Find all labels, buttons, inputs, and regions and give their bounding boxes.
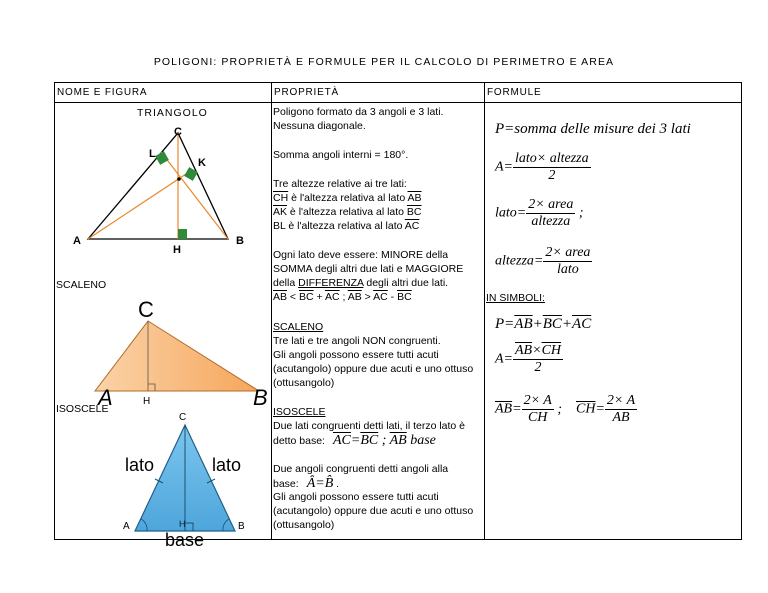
sym-p-bc: $\overline{BC}$: [542, 316, 562, 332]
properties-cell: [272, 103, 485, 540]
sym-ab-num: 2× A: [523, 393, 552, 408]
iso-line-2: [273, 434, 436, 449]
prop-angles: Somma angoli interni = 180°.: [273, 149, 409, 161]
sym-ch-lhs: $\overline{CH}$: [575, 401, 596, 417]
header-properties: PROPRIETÀ: [274, 87, 339, 98]
sym-a-times: ×: [532, 343, 542, 358]
fig1-point-A: A: [73, 235, 81, 247]
prop-rule-1: Ogni lato deve essere: MINORE della: [273, 249, 449, 261]
alt1-text: è l'altezza relativa al lato: [288, 192, 408, 204]
seg-ak: $\overline{AK}$: [273, 206, 288, 218]
seg-ac: $\overline{AC}$: [404, 220, 420, 232]
iso-dot: .: [333, 478, 340, 490]
header-figure: NOME E FIGURA: [57, 87, 148, 98]
symbols-label: IN SIMBOLI:: [486, 292, 545, 304]
header-cell-formulas: [485, 83, 742, 103]
header-cell-figure: [55, 83, 272, 103]
ineq-bc: $\overline{BC}$: [298, 291, 314, 303]
sym-ab-eq: =: [512, 401, 522, 417]
sym-p-plus1: +: [532, 316, 543, 332]
iso-f3: $\overline{AB}$: [389, 433, 407, 448]
rule3-a: della: [273, 277, 299, 289]
fig2-point-C: C: [138, 297, 154, 322]
fig1-point-L: L: [149, 148, 156, 160]
sym-p-ac: $\overline{AC}$: [572, 316, 592, 332]
iso-line-3: Due angoli congruenti detti angoli alla: [273, 463, 449, 475]
fig1-point-C: C: [174, 126, 182, 138]
sym-p-lhs: P=: [495, 316, 515, 332]
header-cell-properties: [272, 83, 485, 103]
formula-sym-ab-ch: [495, 393, 637, 426]
fig3-point-A: A: [123, 521, 130, 532]
formula-area: [495, 151, 591, 184]
scaleno-label: SCALENO: [56, 279, 107, 291]
figure-cell: [55, 103, 272, 549]
iso-line-4-text: base:: [273, 478, 299, 490]
isoscele-label: ISOSCELE: [56, 403, 109, 415]
sym-a-num-ch: $\overline{CH}$: [541, 343, 562, 358]
ineq-ac: $\overline{AC}$: [324, 291, 340, 303]
alt-den: lato: [557, 262, 579, 277]
header-row: [55, 83, 742, 103]
iso-eq: =: [350, 433, 361, 448]
alt2-text: è l'altezza relativa al lato: [287, 206, 407, 218]
fig1-point-K: K: [198, 157, 206, 169]
triangle-title: TRIANGOLO: [137, 107, 208, 119]
prop-diagonal: Nessuna diagonale.: [273, 120, 366, 132]
fig2-point-H: H: [143, 396, 151, 405]
area-den: 2: [548, 168, 556, 183]
lato-den: altezza: [531, 214, 571, 229]
formulas-cell: [485, 103, 742, 540]
prop-heights: Tre altezze relative ai tre lati:: [273, 178, 407, 190]
lato-num: 2× area: [528, 197, 574, 212]
iso-f2: $\overline{BC}$: [360, 433, 379, 448]
ineq-minus: -: [387, 291, 398, 303]
iso-line-1: Due lati congruenti detti lati, il terzo lato è: [273, 420, 466, 432]
iso-line-5: Gli angoli possono essere tutti acuti: [273, 491, 439, 503]
rule3-c: degli altri due lati.: [363, 277, 449, 289]
formula-lato: [495, 197, 584, 230]
formula-altezza: [495, 245, 592, 278]
fig3-point-H: H: [179, 519, 186, 529]
sym-a-den: 2: [534, 360, 542, 375]
prop-rule-3: [273, 277, 448, 291]
iso-line-2-text: detto base:: [273, 435, 325, 447]
iso-base: base: [406, 433, 436, 448]
formula-sym-perimeter: [495, 316, 591, 333]
scaleno-line-3: (acutangolo) oppure due acuti e uno ottuso: [273, 363, 474, 375]
scaleno-line-4: (ottusangolo): [273, 377, 335, 389]
page-title: POLIGONI: PROPRIETÀ E FORMULE PER IL CALCOLO DI PERIMETRO E AREA: [153, 56, 615, 68]
fig2-point-A: A: [98, 385, 113, 405]
sym-a-num-ab: $\overline{AB}$: [515, 343, 533, 358]
iso-angle-a: Â: [306, 476, 316, 491]
iso-angle-eq: =: [315, 476, 325, 491]
iso-line-4: [273, 477, 339, 492]
prop-height-ch: [273, 192, 422, 206]
scaleno-line-1: Tre lati e tre angoli NON congruenti.: [273, 335, 441, 347]
ineq-gt: >: [361, 291, 374, 303]
ineq-ac2: $\overline{AC}$: [373, 291, 388, 303]
iso-angle-b: B̂: [324, 476, 334, 491]
fig3-point-B: B: [238, 521, 245, 532]
iso-line-6: (acutangolo) oppure due acuti e uno ottuso: [273, 505, 474, 517]
lato-sep: ;: [575, 205, 584, 221]
scalene-triangle-figure: [55, 295, 271, 405]
fig3-lato-right: lato: [212, 455, 242, 475]
fig3-lato-left: lato: [125, 455, 155, 475]
header-formulas: FORMULE: [487, 87, 542, 98]
fig1-point-B: B: [236, 235, 244, 247]
sym-sep: ;: [553, 401, 562, 417]
alt-num: 2× area: [545, 245, 591, 260]
scaleno-title: SCALENO: [273, 321, 324, 333]
fig2-point-B: B: [253, 385, 268, 405]
sym-ch-eq: =: [595, 401, 605, 417]
sym-ab-lhs: $\overline{AB}$: [495, 401, 513, 417]
polygon-table: [54, 82, 742, 549]
ineq-sep: ;: [339, 291, 348, 303]
fig3-base: base: [165, 530, 205, 549]
prop-height-ak: [273, 206, 422, 220]
prop-polygon: Poligono formato da 3 angoli e 3 lati.: [273, 106, 444, 118]
triangle-heights-figure: [55, 121, 271, 271]
iso-line-7: (ottusangolo): [273, 519, 335, 531]
seg-bc: $\overline{BC}$: [406, 206, 422, 218]
isosceles-triangle-figure: [55, 409, 271, 549]
ineq-bc2: $\overline{BC}$: [397, 291, 412, 303]
lato-lhs: lato=: [495, 205, 527, 221]
sym-ch-den: AB: [612, 410, 630, 425]
perimeter-rhs: somma delle misure dei 3 lati: [514, 121, 691, 137]
prop-rule-2: SOMMA degli altri due lati e MAGGIORE: [273, 263, 464, 275]
sym-ab-den: CH: [527, 410, 548, 425]
sym-p-plus2: +: [561, 316, 573, 332]
prop-inequality: [273, 291, 412, 305]
seg-bl: BL: [273, 220, 286, 232]
formula-perimeter: [495, 121, 691, 138]
isoscele-title: ISOSCELE: [273, 406, 326, 418]
perimeter-lhs: P: [495, 121, 505, 137]
formula-sym-area: [495, 343, 563, 376]
sym-a-lhs: A=: [495, 351, 513, 367]
seg-ab: $\overline{AB}$: [407, 192, 422, 204]
iso-f1: $\overline{AC}$: [332, 433, 351, 448]
fig1-point-H: H: [173, 244, 181, 256]
sym-p-ab: $\overline{AB}$: [514, 316, 533, 332]
body-row: [55, 103, 742, 540]
fig3-point-C: C: [179, 412, 187, 423]
ineq-plus: +: [313, 291, 325, 303]
alt3-text: è l'altezza relativa al lato: [285, 220, 405, 232]
ineq-ab2: $\overline{AB}$: [347, 291, 362, 303]
scaleno-line-2: Gli angoli possono essere tutti acuti: [273, 349, 439, 361]
sym-ch-num: 2× A: [606, 393, 636, 408]
prop-height-bl: [273, 220, 419, 234]
area-lhs: A=: [495, 159, 513, 175]
perimeter-eq: =: [504, 121, 515, 137]
area-num: lato× altezza: [515, 151, 589, 166]
seg-ch: $\overline{CH}$: [273, 192, 289, 204]
iso-sep: ;: [378, 433, 390, 448]
rule3-b: DIFFERENZA: [298, 277, 364, 289]
ineq-ab: $\overline{AB}$: [273, 291, 288, 303]
alt-lhs: altezza=: [495, 253, 544, 269]
ineq-lt: <: [287, 291, 299, 303]
